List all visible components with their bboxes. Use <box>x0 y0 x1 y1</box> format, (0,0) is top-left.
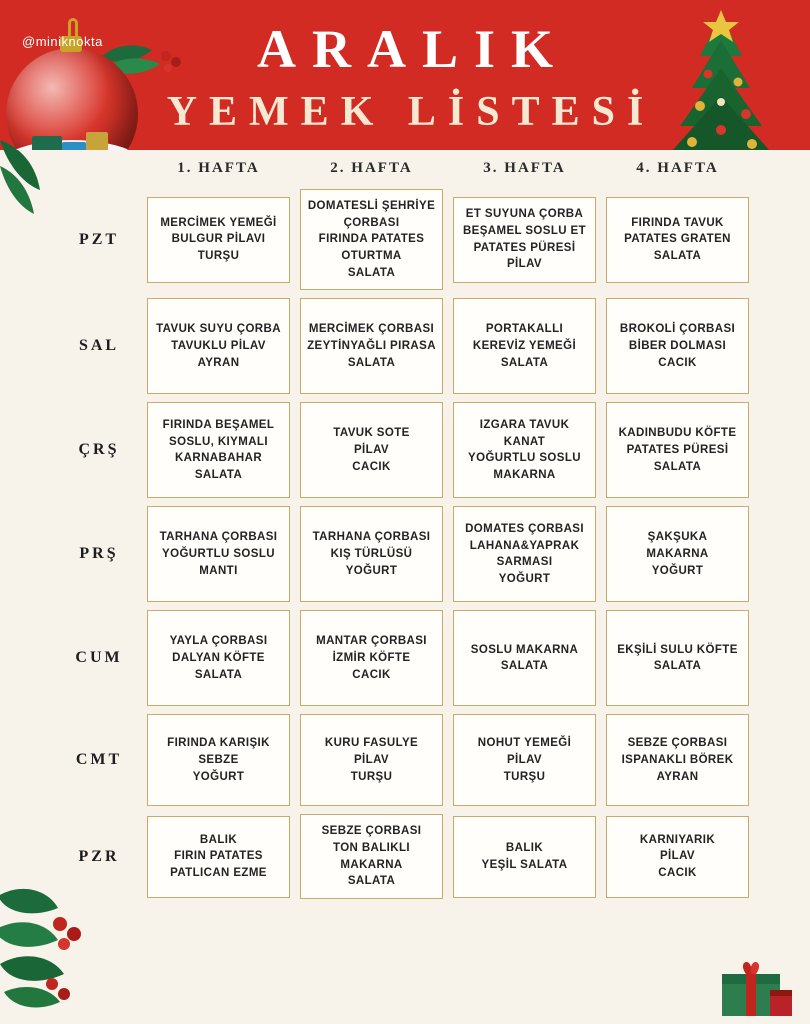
menu-item: PATATES GRATEN <box>624 233 731 246</box>
menu-item: İZMİR KÖFTE <box>332 652 411 665</box>
menu-cell-w1-d4 <box>142 502 295 606</box>
menu-cell-w1-d5 <box>142 606 295 710</box>
menu-item: BULGUR PİLAVI <box>171 233 266 246</box>
holly-branch-icon <box>0 856 114 1016</box>
table-row <box>56 606 754 710</box>
menu-item: TAVUK SUYU ÇORBA <box>156 323 281 336</box>
menu-item: FIRIN PATATES <box>174 850 263 863</box>
column-header-week-1: 1. HAFTA <box>177 160 260 176</box>
menu-cell-w2-d4 <box>295 502 448 606</box>
menu-cell-w2-d6 <box>295 710 448 810</box>
row-label-day-5: CUM <box>75 649 123 667</box>
row-label-day-2: SAL <box>78 337 120 355</box>
menu-cell-w3-d2 <box>448 294 601 398</box>
menu-item: SALATA <box>653 660 702 673</box>
menu-cell-w4-d4 <box>601 502 754 606</box>
pine-corner-icon <box>0 140 70 230</box>
row-label-day-7: PZR <box>78 847 120 865</box>
menu-cell-w3-d5 <box>448 606 601 710</box>
menu-item: TON BALIKLI <box>332 842 411 855</box>
gift-boxes-icon <box>32 116 114 150</box>
menu-item: SALATA <box>347 266 396 279</box>
menu-cell-w3-d4 <box>448 502 601 606</box>
menu-item: YOĞURTLU SOSLU <box>162 548 275 561</box>
menu-item: TARHANA ÇORBASI <box>159 531 278 544</box>
menu-cell-w3-d6 <box>448 710 601 810</box>
column-header-week-2: 2. HAFTA <box>330 160 413 176</box>
menu-item: TARHANA ÇORBASI <box>312 531 431 544</box>
menu-cell-w4-d2 <box>601 294 754 398</box>
menu-item: ZEYTİNYAĞLI PIRASA <box>307 340 436 353</box>
menu-cell-w1-d2 <box>142 294 295 398</box>
menu-item: SOSLU, KIYMALI <box>169 435 268 448</box>
menu-cell-w4-d7 <box>601 810 754 903</box>
menu-cell-w2-d7 <box>295 810 448 903</box>
menu-cell-w4-d1 <box>601 185 754 294</box>
gift-box-icon <box>710 950 796 1020</box>
row-label-day-1: PZT <box>78 230 120 248</box>
menu-item: SALATA <box>500 660 549 673</box>
menu-item: KARNIYARIK <box>639 833 716 846</box>
menu-item: MAKARNA <box>646 548 709 561</box>
menu-item: PATATES PÜRESİ <box>473 241 576 254</box>
column-header-week-3: 3. HAFTA <box>483 160 566 176</box>
menu-item: OTURTMA <box>341 250 402 263</box>
menu-item: MAKARNA <box>493 469 556 482</box>
menu-item: ÇORBASI <box>343 216 400 229</box>
menu-item: MANTAR ÇORBASI <box>316 635 427 648</box>
menu-item: TURŞU <box>350 770 393 783</box>
menu-item: SARMASI <box>496 556 553 569</box>
menu-sheet <box>0 150 810 1024</box>
menu-item: SALATA <box>653 460 702 473</box>
table-header-row <box>56 154 754 185</box>
menu-item: SEBZE ÇORBASI <box>627 737 728 750</box>
table-row <box>56 294 754 398</box>
menu-item: YEŞİL SALATA <box>481 858 568 871</box>
menu-item: IZGARA TAVUK <box>479 419 570 432</box>
menu-item: BEŞAMEL SOSLU ET <box>462 225 587 237</box>
menu-item: MERCİMEK ÇORBASI <box>308 323 435 336</box>
menu-item: FIRINDA TAVUK <box>631 216 724 229</box>
menu-cell-w3-d1 <box>448 185 601 294</box>
column-header-week-4: 4. HAFTA <box>636 160 719 176</box>
menu-item: CACIK <box>658 356 697 369</box>
menu-item: ISPANAKLI BÖREK <box>621 754 734 767</box>
menu-item: EKŞİLİ SULU KÖFTE <box>617 643 738 656</box>
menu-item: PATATES PÜRESİ <box>626 444 729 457</box>
menu-cell-w4-d3 <box>601 398 754 502</box>
row-label-day-4: PRŞ <box>79 545 119 563</box>
menu-item: BİBER DOLMASI <box>628 340 727 353</box>
menu-item: CACIK <box>352 460 391 473</box>
watermark-handle: @miniknokta <box>22 34 103 49</box>
menu-item: YOĞURT <box>345 564 398 577</box>
menu-item: SALATA <box>347 356 396 369</box>
menu-item: TURŞU <box>197 250 240 262</box>
table-row <box>56 810 754 903</box>
menu-cell-w1-d3 <box>142 398 295 502</box>
menu-cell-w1-d1 <box>142 185 295 294</box>
menu-item: SOSLU MAKARNA <box>470 643 579 656</box>
menu-cell-w2-d1 <box>295 185 448 294</box>
menu-item: PİLAV <box>353 754 389 767</box>
table-row <box>56 502 754 606</box>
christmas-tree-icon <box>646 10 796 150</box>
row-label-day-6: CMT <box>75 751 123 769</box>
menu-item: FIRINDA KARIŞIK <box>167 737 270 750</box>
menu-item: SALATA <box>500 356 549 369</box>
menu-item: PİLAV <box>506 258 542 271</box>
menu-cell-w3-d3 <box>448 398 601 502</box>
poster-header <box>0 0 810 150</box>
menu-item: MAKARNA <box>340 858 403 871</box>
menu-item: AYRAN <box>656 770 699 783</box>
menu-item: ŞAKŞUKA <box>647 531 708 544</box>
menu-cell-w2-d2 <box>295 294 448 398</box>
menu-item: YOĞURT <box>192 770 245 783</box>
page-subtitle: YEMEK LİSTESİ <box>166 89 656 135</box>
menu-item: SALATA <box>194 469 243 482</box>
menu-cell-w2-d5 <box>295 606 448 710</box>
menu-item: PATLICAN EZME <box>170 867 267 880</box>
menu-item: KURU FASULYE <box>324 737 419 750</box>
menu-cell-w4-d6 <box>601 710 754 810</box>
menu-item: BROKOLİ ÇORBASI <box>619 323 736 336</box>
menu-item: SEBZE <box>198 754 239 767</box>
menu-item: AYRAN <box>197 356 240 369</box>
menu-item: PİLAV <box>353 444 389 457</box>
menu-item: PORTAKALLI <box>485 323 564 336</box>
menu-item: DOMATESLİ ŞEHRİYE <box>307 200 436 212</box>
menu-item: TAVUK SOTE <box>333 427 410 440</box>
menu-item: FIRINDA PATATES <box>318 233 425 246</box>
menu-item: SALATA <box>653 250 702 262</box>
menu-item: LAHANA&YAPRAK <box>469 539 580 552</box>
menu-item: TURŞU <box>503 770 546 783</box>
menu-table <box>56 154 754 903</box>
menu-item: YOĞURT <box>498 573 551 586</box>
menu-item: ET SUYUNA ÇORBA <box>465 208 584 221</box>
menu-item: FIRINDA BEŞAMEL <box>162 419 275 432</box>
menu-item: CACIK <box>658 867 697 880</box>
menu-item: PİLAV <box>659 850 695 863</box>
page-title: ARALIK <box>256 19 570 79</box>
menu-cell-w4-d5 <box>601 606 754 710</box>
menu-item: YAYLA ÇORBASI <box>169 635 268 648</box>
menu-item: MERCİMEK YEMEĞİ <box>160 216 277 229</box>
menu-cell-w1-d6 <box>142 710 295 810</box>
menu-item: KANAT <box>503 435 546 448</box>
menu-item: BALIK <box>199 833 238 846</box>
menu-item: KIŞ TÜRLÜSÜ <box>330 548 413 561</box>
menu-item: BALIK <box>505 842 544 855</box>
menu-item: SALATA <box>347 875 396 888</box>
menu-item: DALYAN KÖFTE <box>172 652 265 665</box>
menu-item: NOHUT YEMEĞİ <box>477 737 572 750</box>
row-label-day-3: ÇRŞ <box>78 441 120 459</box>
menu-item: PİLAV <box>506 754 542 767</box>
menu-item: KADINBUDU KÖFTE <box>618 427 737 440</box>
menu-cell-w1-d7 <box>142 810 295 903</box>
table-row <box>56 710 754 810</box>
menu-item: SALATA <box>194 668 243 681</box>
menu-item: KEREVİZ YEMEĞİ <box>472 340 577 353</box>
menu-cell-w3-d7 <box>448 810 601 903</box>
table-row <box>56 185 754 294</box>
menu-item: SEBZE ÇORBASI <box>321 825 422 838</box>
menu-item: KARNABAHAR <box>174 452 263 465</box>
menu-item: MANTI <box>199 564 238 577</box>
menu-item: TAVUKLU PİLAV <box>171 340 266 353</box>
menu-item: CACIK <box>352 668 391 681</box>
menu-cell-w2-d3 <box>295 398 448 502</box>
menu-item: YOĞURT <box>651 564 704 577</box>
menu-item: DOMATES ÇORBASI <box>465 523 584 536</box>
menu-item: YOĞURTLU SOSLU <box>468 452 581 465</box>
table-row <box>56 398 754 502</box>
